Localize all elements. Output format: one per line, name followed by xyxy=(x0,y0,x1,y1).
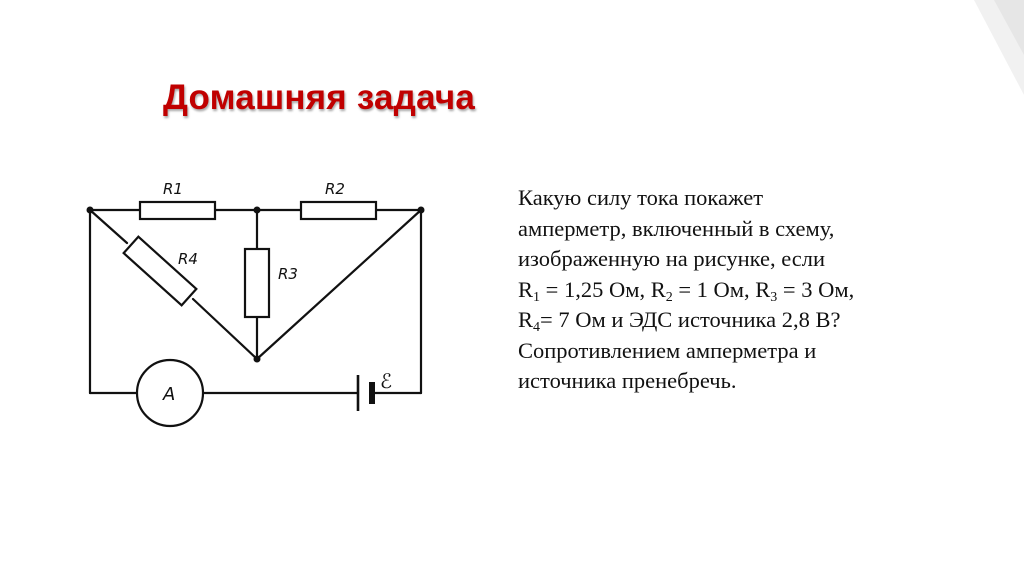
resistor-r4 xyxy=(124,237,197,306)
junction-dot xyxy=(418,207,425,214)
problem-line: Какую силу тока покажет xyxy=(518,185,764,210)
r3-value: = 3 Ом, xyxy=(777,276,855,302)
problem-line-resistances xyxy=(518,275,988,306)
problem-line: изображенную на рисунке, если xyxy=(518,246,826,271)
resistor-r1 xyxy=(140,202,215,219)
junction-dot xyxy=(87,207,94,214)
circuit-diagram xyxy=(70,165,450,445)
resistor-r2 xyxy=(301,202,376,219)
problem-line: амперметр, включенный в схему, xyxy=(518,215,835,241)
r4-emf-value: = 7 Ом и ЭДС источника 2,8 В? xyxy=(540,307,841,332)
problem-text xyxy=(518,183,988,397)
junction-dot xyxy=(254,207,261,214)
r-symbol: R xyxy=(650,276,666,302)
subscript: 2 xyxy=(665,289,673,305)
corner-decoration xyxy=(964,0,1024,100)
r1-value: = 1,25 Ом, xyxy=(540,276,651,302)
resistor-r3 xyxy=(245,249,269,317)
problem-line: Сопротивлением амперметра и xyxy=(518,337,817,363)
subscript: 1 xyxy=(533,289,541,305)
r-symbol: R xyxy=(518,276,534,302)
r2-value: = 1 Ом, xyxy=(672,276,756,302)
r-symbol: R xyxy=(755,276,771,302)
label-r1: R1 xyxy=(163,180,183,198)
problem-line: источника пренебречь. xyxy=(518,368,737,393)
subscript: 4 xyxy=(533,320,541,335)
slide-title: Домашняя задача xyxy=(163,78,476,117)
label-r3: R3 xyxy=(278,265,298,283)
junction-dot xyxy=(254,356,261,363)
subscript: 3 xyxy=(770,289,778,305)
r-symbol: R xyxy=(518,307,534,332)
label-r2: R2 xyxy=(325,180,345,198)
problem-line-r4-emf xyxy=(518,305,988,336)
label-ammeter: A xyxy=(163,384,176,405)
label-emf: ℰ xyxy=(380,369,393,393)
label-r4: R4 xyxy=(178,250,198,268)
